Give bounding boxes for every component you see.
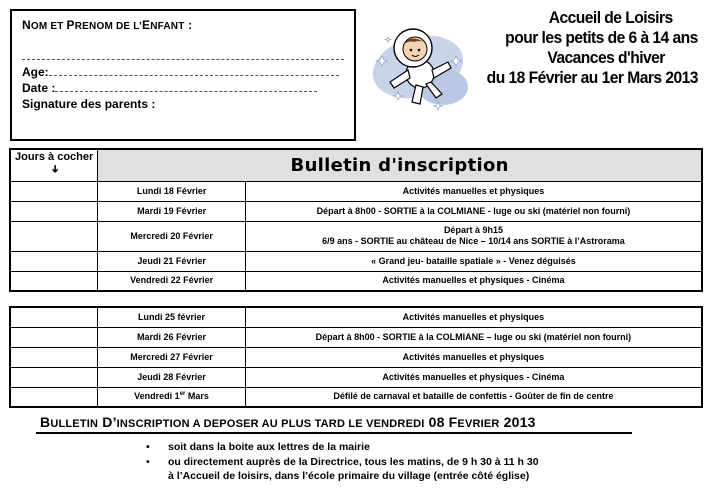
day-cell: Mardi 19 Février xyxy=(98,201,246,221)
day-checkbox[interactable] xyxy=(10,221,98,251)
day-cell: Lundi 25 février xyxy=(98,307,246,327)
header-line-4: du 18 Février au 1er Mars 2013 xyxy=(486,68,698,87)
header-title xyxy=(480,8,705,88)
activity-line: 6/9 ans - SORTIE au château de Nice – 10/14 ans SORTIE à l’Astrorama xyxy=(322,236,625,246)
child-name-title: NOM ET PRENOM DE L’ENFANT : xyxy=(22,18,193,32)
registration-table-week-2 xyxy=(9,306,703,408)
activity-cell: Départ à 8h00 - SORTIE à la COLMIANE – luge ou ski (matériel non fourni) xyxy=(245,327,702,347)
day-cell: Vendredi 22 Février xyxy=(98,271,246,291)
day-cell: Mardi 26 Février xyxy=(98,327,246,347)
header-line-3: Vacances d'hiver xyxy=(547,48,665,67)
day-cell: Lundi 18 Février xyxy=(98,181,246,201)
astronaut-eye xyxy=(418,49,421,52)
day-checkbox[interactable] xyxy=(10,251,98,271)
bulletin-title: Bulletin d'inscription xyxy=(98,149,702,181)
instruction-item: • soit dans la boite aux lettres de la mairie xyxy=(144,440,539,455)
activity-cell: Activités manuelles et physiques xyxy=(245,307,702,327)
deadline-notice: BULLETIN D’INSCRIPTION A DEPOSER AU PLUS TARD LE VENDREDI 08 FEVRIER 2013 xyxy=(36,414,632,434)
day-checkbox[interactable] xyxy=(10,201,98,221)
instruction-item: • ou directement auprès de la Directrice, tous les matins, de 9 h 30 à 11 h 30 xyxy=(144,455,539,470)
activity-line: Départ à 9h15 xyxy=(443,225,503,235)
astronaut-illustration xyxy=(368,12,478,112)
date-field[interactable]: Date : xyxy=(22,81,317,95)
day-cell: Mercredi 20 Février xyxy=(98,221,246,251)
day-cell: Jeudi 28 Février xyxy=(98,367,246,387)
activity-cell xyxy=(245,221,702,251)
header-line-1: Accueil de Loisirs xyxy=(548,8,673,27)
child-info-box xyxy=(10,9,356,141)
instruction-item-continuation: à l’Accueil de loisirs, dans l’école primaire du village (entrée côté église) xyxy=(168,470,530,482)
day-cell: Mercredi 27 Février xyxy=(98,347,246,367)
day-checkbox[interactable] xyxy=(10,327,98,347)
activity-cell: Activités manuelles et physiques - Cinéma xyxy=(245,367,702,387)
day-checkbox[interactable] xyxy=(10,367,98,387)
activity-cell: Activités manuelles et physiques - Cinéma xyxy=(245,271,702,291)
activity-cell: « Grand jeu- bataille spatiale » - Venez déguisés xyxy=(245,251,702,271)
signature-field[interactable]: Signature des parents : xyxy=(22,97,156,111)
day-checkbox[interactable] xyxy=(10,347,98,367)
day-cell: Vendredi 1er Mars xyxy=(98,387,246,407)
child-name-line[interactable] xyxy=(22,59,344,60)
activity-cell: Activités manuelles et physiques xyxy=(245,181,702,201)
astronaut-eye xyxy=(410,49,413,52)
age-field[interactable]: Age: xyxy=(22,65,339,79)
activity-cell: Défilé de carnaval et bataille de confettis - Goûter de fin de centre xyxy=(245,387,702,407)
day-checkbox[interactable] xyxy=(10,387,98,407)
day-cell: Jeudi 21 Février xyxy=(98,251,246,271)
registration-table-week-1 xyxy=(9,148,703,292)
activity-cell: Activités manuelles et physiques xyxy=(245,347,702,367)
check-column-header: Jours à cocher ➔ xyxy=(10,149,98,181)
activity-cell: Départ à 8h00 - SORTIE à la COLMIANE - luge ou ski (matériel non fourni) xyxy=(245,201,702,221)
day-checkbox[interactable] xyxy=(10,271,98,291)
arrow-down-icon: ➔ xyxy=(49,164,61,174)
day-checkbox[interactable] xyxy=(10,307,98,327)
deposit-instructions xyxy=(144,440,539,484)
header-line-2: pour les petits de 6 à 14 ans xyxy=(505,28,698,47)
day-checkbox[interactable] xyxy=(10,181,98,201)
